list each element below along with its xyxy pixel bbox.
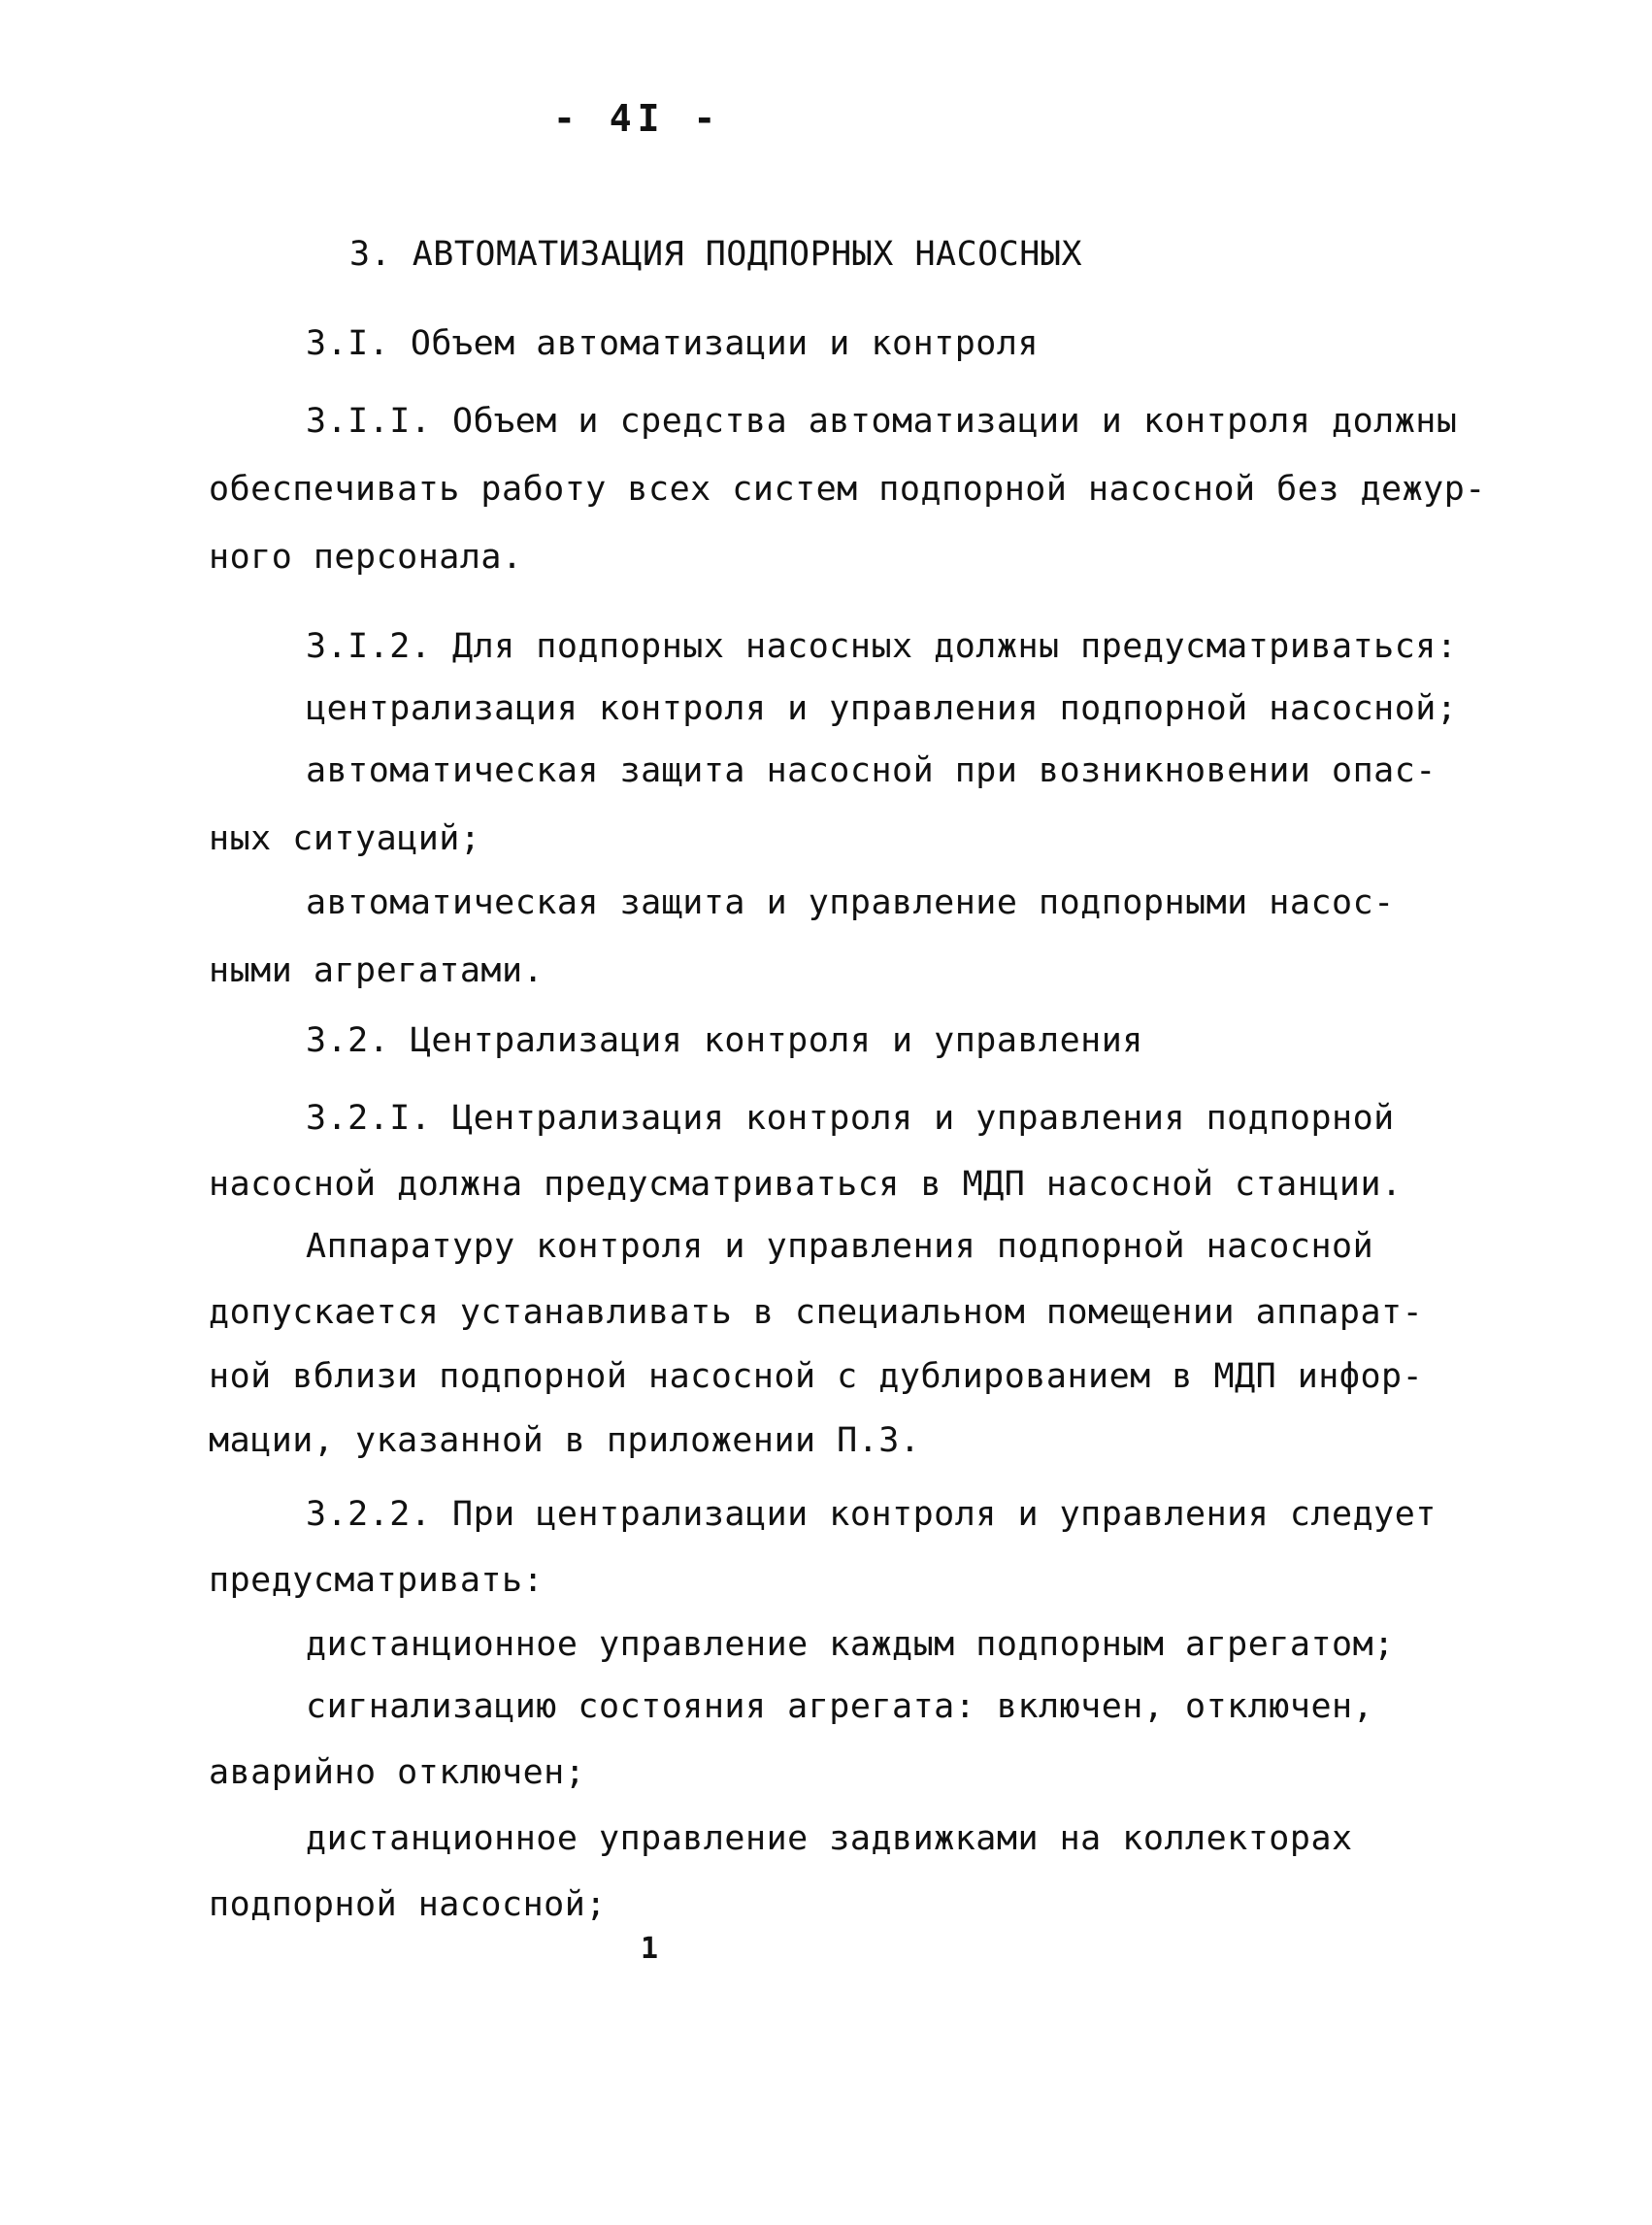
list-item: автоматическая защита и управление подпорными насос- [306,883,1395,922]
paragraph-line: 3.2.I. Централизация контроля и управления подпорной [306,1099,1395,1138]
section-title: 3. АВТОМАТИЗАЦИЯ ПОДПОРНЫХ НАСОСНЫХ [349,235,1083,274]
paragraph-line: 3.I.I. Объем и средства автоматизации и контроля должны [306,402,1458,441]
paragraph-line: обеспечивать работу всех систем подпорной насосной без дежур- [209,470,1486,509]
paragraph-line: Аппаратуру контроля и управления подпорной насосной [306,1227,1374,1266]
list-item: подпорной насосной; [209,1885,607,1924]
list-item: ными агрегатами. [209,951,545,990]
list-item: дистанционное управление каждым подпорным агрегатом; [306,1625,1395,1664]
paragraph-line: допускается устанавливать в специальном помещении аппарат- [209,1293,1424,1332]
list-item: централизация контроля и управления подпорной насосной; [306,689,1458,728]
page-number: - 4I - [553,97,722,140]
paragraph-line: ного персонала. [209,538,523,577]
paragraph-line: 3.2.2. При централизации контроля и управления следует [306,1495,1437,1534]
paragraph-line: мации, указанной в приложении П.3. [209,1421,921,1460]
list-item: автоматическая защита насосной при возникновении опас- [306,751,1437,790]
subsection-heading: 3.2. Централизация контроля и управления [306,1021,1143,1060]
list-item: дистанционное управление задвижками на коллекторах [306,1819,1353,1858]
footer-mark: 1 [641,1932,659,1966]
paragraph-line: ной вблизи подпорной насосной с дублированием в МДП инфор- [209,1357,1424,1396]
paragraph-line: предусматривать: [209,1561,545,1600]
list-item: аварийно отключен; [209,1753,586,1792]
subsection-heading: 3.I. Объем автоматизации и контроля [306,324,1040,363]
paragraph-line: насосной должна предусматриваться в МДП насосной станции. [209,1165,1403,1204]
paragraph-line: 3.I.2. Для подпорных насосных должны предусматриваться: [306,627,1458,666]
list-item: ных ситуаций; [209,819,481,858]
list-item: сигнализацию состояния агрегата: включен, отключен, [306,1687,1374,1726]
